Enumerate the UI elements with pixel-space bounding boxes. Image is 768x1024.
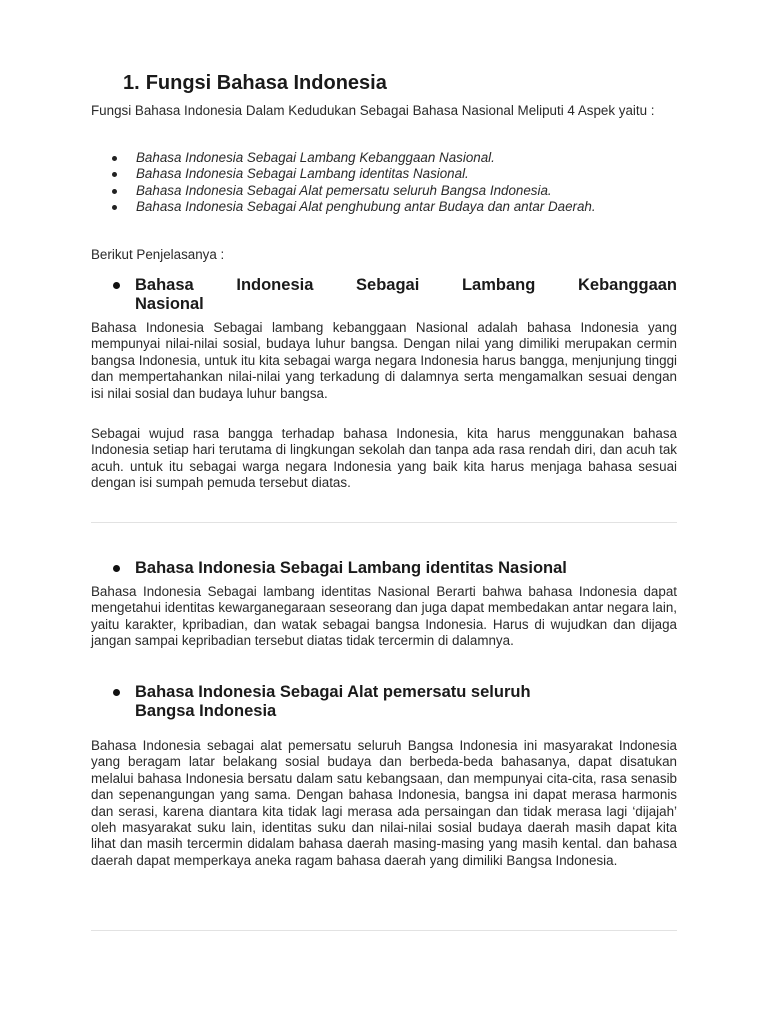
bullet-icon xyxy=(112,205,117,210)
section-heading-line: Bangsa Indonesia xyxy=(135,702,277,720)
aspects-list xyxy=(91,150,677,216)
bullet-icon xyxy=(112,189,117,194)
title-number: 1. xyxy=(123,72,140,94)
aspect-text: Bahasa Indonesia Sebagai Lambang identitas Nasional. xyxy=(136,166,469,182)
section-divider xyxy=(91,930,677,931)
aspect-item xyxy=(91,199,677,215)
section-heading-line: Bahasa Indonesia Sebagai Alat pemersatu seluruh xyxy=(135,683,531,701)
intro-paragraph: Fungsi Bahasa Indonesia Dalam Kedudukan Sebagai Bahasa Nasional Meliputi 4 Aspek yaitu : xyxy=(91,103,655,118)
bullet-icon xyxy=(113,565,120,572)
aspect-text: Bahasa Indonesia Sebagai Alat penghubung antar Budaya dan antar Daerah. xyxy=(136,199,596,215)
bullet-icon xyxy=(112,172,117,177)
bullet-icon xyxy=(113,689,120,696)
section-heading-line: Bahasa Indonesia Sebagai Lambang identitas Nasional xyxy=(135,559,567,577)
title-text: Fungsi Bahasa Indonesia xyxy=(145,72,387,94)
explanation-label: Berikut Penjelasanya : xyxy=(91,247,225,262)
bullet-icon xyxy=(113,282,120,289)
section-heading-line: Bahasa Indonesia Sebagai Lambang Kebanggaan xyxy=(135,276,677,294)
section-paragraph: Bahasa Indonesia Sebagai lambang kebanggaan Nasional adalah bahasa Indonesia yang mempunyai nilai-nilai sosial, budaya luhur bangsa. Dengan nilai yang dimiliki merupakan cermin bangsa Indonesia, untuk itu kita sebagai warga negara Indonesia harus bangga, menjunjung tinggi dan mempertahankan nilai-nilai yang terkadung di dalamnya serta mengamalkan sesuai dengan isi nilai sosial dan budaya luhur bangsa. xyxy=(91,320,677,401)
section-paragraph: Sebagai wujud rasa bangga terhadap bahasa Indonesia, kita harus menggunakan bahasa Indonesia setiap hari terutama di lingkungan sekolah dan tanpa ada rasa rendah diri, dan acuh tak acuh. untuk itu sebagai warga negara Indonesia yang baik kita harus menjaga bahasa sesuai dengan isi sumpah pemuda tersebut diatas. xyxy=(91,426,677,491)
aspect-item xyxy=(91,166,677,182)
section-heading-pemersatu xyxy=(91,683,677,721)
section-heading-identitas xyxy=(91,559,677,578)
aspect-text: Bahasa Indonesia Sebagai Alat pemersatu seluruh Bangsa Indonesia. xyxy=(136,182,552,198)
page-title xyxy=(123,72,387,95)
section-heading-line: Nasional xyxy=(135,295,204,313)
section-divider xyxy=(91,522,677,523)
section-paragraph: Bahasa Indonesia Sebagai lambang identitas Nasional Berarti bahwa bahasa Indonesia dapat mengetahui identitas kewarganegaraan seseorang dan juga dapat membedakan antar negara lain, yaitu karakter, kpribadian, dan watak sebagai bangsa Indonesia. Harus di wujudkan dan dijaga jangan sampai kepribadian tersebut diatas tidak tercermin di dalamnya. xyxy=(91,584,677,649)
section-heading-kebanggaan xyxy=(91,276,677,314)
aspect-text: Bahasa Indonesia Sebagai Lambang Kebanggaan Nasional. xyxy=(136,150,495,165)
bullet-icon xyxy=(112,156,117,161)
aspect-item xyxy=(91,150,677,166)
aspect-item xyxy=(91,183,677,199)
section-paragraph: Bahasa Indonesia sebagai alat pemersatu seluruh Bangsa Indonesia ini masyarakat Indonesia yang beragam latar belakang sosial budaya dan berbeda-beda bahasanya, dapat disatukan melalui bahasa Indonesia bersatu dalam satu kebangsaan, dan mempunyai cita-cita, rasa senasib dan sepenangungan yang sama. Dengan bahasa Indonesia, bangsa ini dapat merasa harmonis dan serasi, karena diantara kita tidak lagi merasa ada persaingan dan tidak merasa lagi ‘dijajah’ oleh masyarakat suku lain, identitas suku dan nilai-nilai sosial budaya daerah masih dapat kita lihat dan masih tercermin didalam bahasa daerah masing-masing yang masih kental. dan bahasa daerah dapat memperkaya aneka ragam bahasa daerah yang dimiliki Bangsa Indonesia. xyxy=(91,738,677,868)
